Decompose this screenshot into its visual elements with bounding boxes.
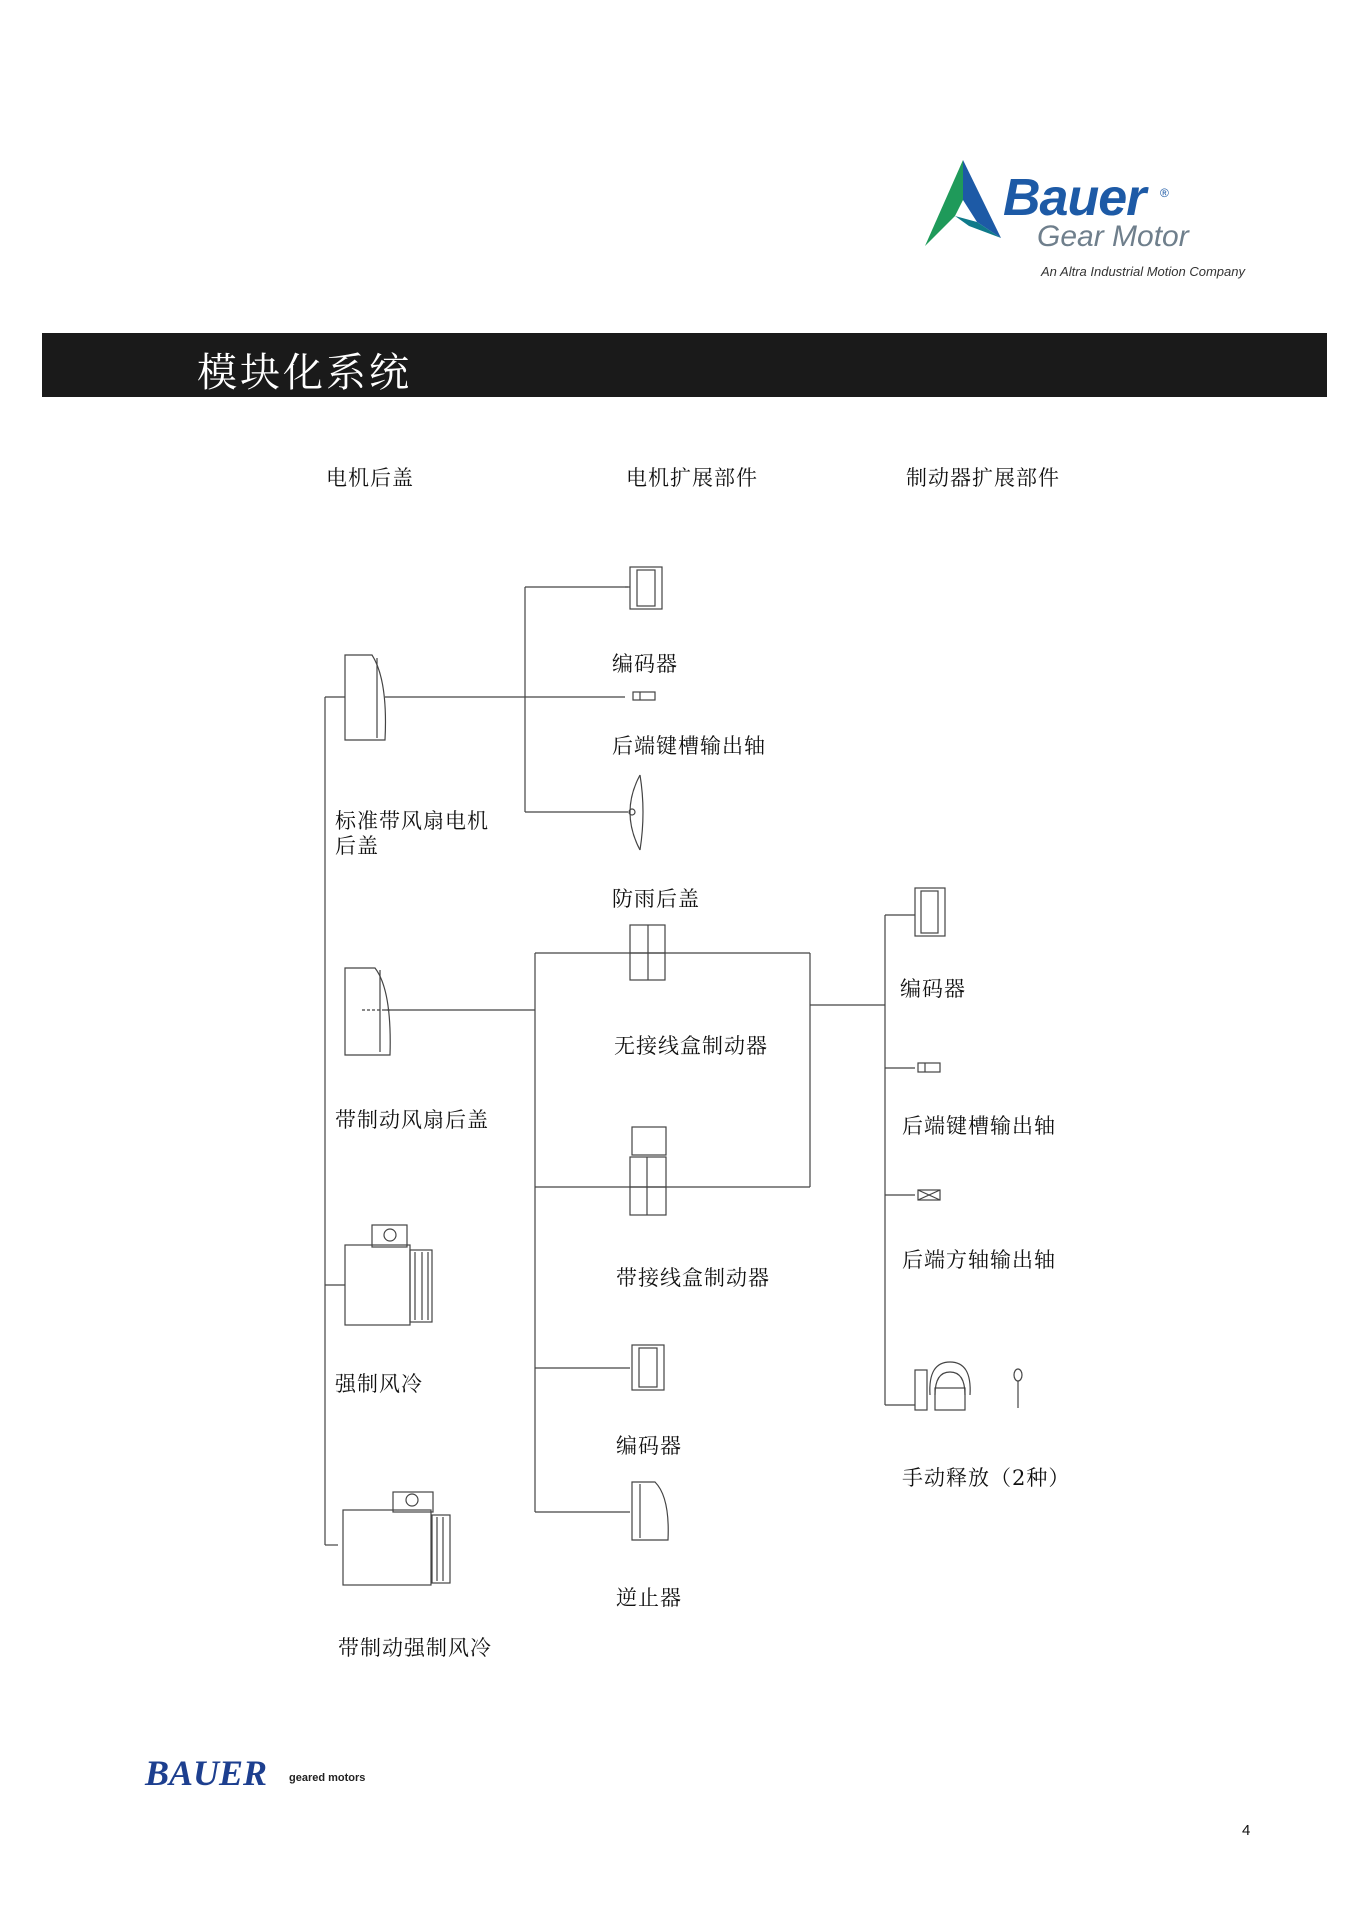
- standard-fan-cover-icon: [345, 655, 385, 740]
- brake-no-terminal-box-icon: [630, 925, 665, 980]
- logo-brand-text: Bauer: [1003, 169, 1146, 227]
- label-brake-no-terminal-box: 无接线盒制动器: [614, 1034, 768, 1058]
- column-header-motor-cover: 电机后盖: [326, 466, 414, 490]
- forced-cooling-icon: [345, 1225, 432, 1325]
- keyed-shaft-icon: [633, 692, 655, 700]
- label-right-square-shaft: 后端方轴输出轴: [902, 1248, 1056, 1272]
- backstop-icon: [632, 1482, 668, 1540]
- label-brake-terminal-box: 带接线盒制动器: [616, 1266, 770, 1290]
- brake-forced-cooling-icon: [343, 1492, 450, 1585]
- logo-registered-mark: ®: [1160, 186, 1169, 200]
- footer-brand-text: BAUER: [145, 1753, 268, 1793]
- label-encoder: 编码器: [612, 652, 678, 676]
- rain-cover-icon: [629, 775, 643, 850]
- brake-fan-cover-icon: [345, 968, 392, 1055]
- logo-product-text: Gear Motor: [1037, 220, 1189, 253]
- column-header-motor-extensions: 电机扩展部件: [626, 466, 758, 490]
- footer-tagline: geared motors: [289, 1772, 366, 1784]
- keyed-shaft-icon: [918, 1063, 940, 1072]
- column-header-brake-extensions: 制动器扩展部件: [906, 466, 1060, 490]
- label-backstop: 逆止器: [616, 1586, 682, 1610]
- brake-terminal-box-icon: [630, 1127, 666, 1215]
- footer-logo: [145, 1752, 405, 1792]
- label-rain-cover: 防雨后盖: [612, 887, 700, 911]
- label-right-keyed-shaft: 后端键槽输出轴: [902, 1114, 1056, 1138]
- logo-tagline: An Altra Industrial Motion Company: [1041, 264, 1246, 279]
- label-keyed-shaft: 后端键槽输出轴: [612, 734, 766, 758]
- label-brake-forced-cooling: 带制动强制风冷: [338, 1636, 492, 1660]
- label-standard-fan-cover: 标准带风扇电机: [335, 809, 489, 833]
- label-brake-fan-cover: 带制动风扇后盖: [335, 1108, 489, 1132]
- label-encoder-2: 编码器: [616, 1434, 682, 1458]
- square-shaft-icon: [918, 1190, 940, 1200]
- label-manual-release: 手动释放（2种）: [902, 1466, 1071, 1490]
- page-title: 模块化系统: [197, 350, 412, 396]
- label-right-encoder: 编码器: [900, 977, 966, 1001]
- label-standard-fan-cover-line2: 后盖: [335, 834, 379, 858]
- encoder-icon: [915, 888, 945, 936]
- encoder-icon: [632, 1345, 664, 1390]
- page-number: 4: [1242, 1822, 1251, 1839]
- encoder-icon: [625, 567, 662, 609]
- label-forced-cooling: 强制风冷: [335, 1372, 423, 1396]
- manual-release-icon: [915, 1362, 1022, 1410]
